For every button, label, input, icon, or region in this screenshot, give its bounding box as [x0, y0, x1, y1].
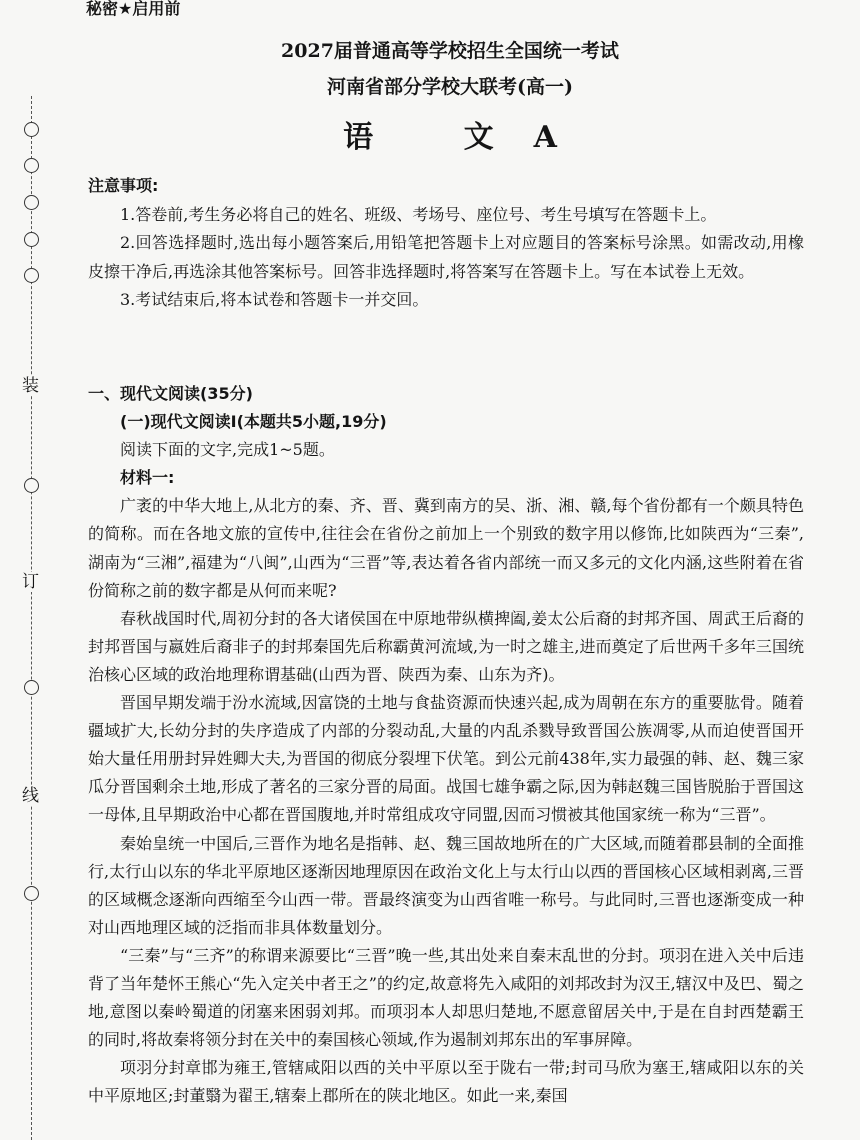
paragraph: 广袤的中华大地上,从北方的秦、齐、晋、冀到南方的吴、浙、湘、赣,每个省份都有一个颇具特色的简称。而在各地文旅的宣传中,往往会在省份之前加上一个别致的数字用以修饰,比如陕西为“三秦”,湖南为“三湘”,福建为“八闽”,山西为“三晋”等,表达着各省内部统一而又多元的文化内涵,这些附着在省份简称之前的数字都是从何而来呢? — [88, 496, 804, 600]
binding-line — [31, 96, 32, 1140]
material-label: 材料一: — [120, 468, 175, 488]
paragraph: 项羽分封章邯为雍王,管辖咸阳以西的关中平原以至于陇右一带;封司马欣为塞王,辖咸阳以东的关中平原地区;封董翳为翟王,辖秦上郡所在的陕北地区。如此一来,秦国 — [88, 1058, 804, 1106]
instruction: 阅读下面的文字,完成1~5题。 — [120, 440, 335, 460]
reading-section — [88, 380, 804, 1110]
binding-hole — [24, 158, 39, 173]
note-item-1: 1.答卷前,考生务必将自己的姓名、班级、考场号、座位号、考生号填写在答题卡上。 — [120, 204, 717, 224]
confidential-label: 秘密★启用前 — [86, 0, 181, 18]
section-heading: 一、现代文阅读(35分) — [88, 384, 253, 403]
paragraph: 晋国早期发端于汾水流域,因富饶的土地与食盐资源而快速兴起,成为周朝在东方的重要肱骨。随着疆域扩大,长幼分封的失序造成了内部的分裂动乱,大量的内乱杀戮导致晋国公族凋零,从而迫使晋国开始大量任用册封异姓卿大夫,为晋国的彻底分裂埋下伏笔。到公元前438年,实力最强的韩、赵、魏三家瓜分晋国剩余土地,形成了著名的三家分晋的局面。战国七雄争霸之际,因为韩赵魏三国皆脱胎于晋国这一母体,且早期政治中心都在晋国腹地,并时常组成攻守同盟,因而习惯被其他国家统一称为“三晋”。 — [88, 693, 804, 825]
note-item-3: 3.考试结束后,将本试卷和答题卡一并交回。 — [120, 290, 429, 309]
binding-hole — [24, 268, 39, 283]
paragraph: 秦始皇统一中国后,三晋作为地名是指韩、赵、魏三国故地所在的广大区域,而随着郡县制的全面推行,太行山以东的华北平原地区逐渐因地理原因在政治文化上与太行山以西的晋国核心区域相剥离,三晋的区域概念逐渐向西缩至今山西一带。晋最终演变为山西省唯一称号。与此同时,三晋也逐渐变成一种对山西地理区域的泛指而非具体数量划分。 — [88, 833, 804, 937]
exam-title: 2027届普通高等学校招生全国统一考试 — [281, 40, 619, 62]
sub-heading: (一)现代文阅读Ⅰ(本题共5小题,19分) — [120, 412, 387, 432]
notes-section — [88, 172, 804, 315]
binding-hole — [24, 232, 39, 247]
binding-mark-zhuang: 装 — [22, 376, 39, 396]
paragraph: “三秦”与“三齐”的称谓来源要比“三晋”晚一些,其出处来自秦末乱世的分封。项羽在进入关中后违背了当年楚怀王熊心“先入定关中者王之”的约定,故意将先入咸阳的刘邦改封为汉王,辖汉中及巴、蜀之地,意图以秦岭蜀道的闭塞来困弱刘邦。而项羽本人却思归楚地,不愿意留居关中,于是在自封西楚霸王的同时,将故秦将领分封在关中的秦国核心领域,作为遏制刘邦东出的军事屏障。 — [88, 945, 804, 1050]
paragraph: 春秋战国时代,周初分封的各大诸侯国在中原地带纵横捭阖,姜太公后裔的封邦齐国、周武王后裔的封邦晋国与嬴姓后裔非子的封邦秦国先后称霸黄河流域,为一时之雄主,进而奠定了后世两千多年三国统治核心区域的政治地理称谓基础(山西为晋、陕西为秦、山东为齐)。 — [88, 608, 804, 684]
binding-mark-ding: 订 — [22, 572, 39, 592]
binding-hole — [24, 886, 39, 901]
binding-hole — [24, 478, 39, 493]
exam-subtitle: 河南省部分学校大联考(高一) — [327, 76, 573, 98]
binding-hole — [24, 195, 39, 210]
notes-heading: 注意事项: — [88, 176, 159, 195]
binding-hole — [24, 680, 39, 695]
binding-mark-xian: 线 — [22, 786, 39, 806]
note-item-2: 2.回答选择题时,选出每小题答案后,用铅笔把答题卡上对应题目的答案标号涂黑。如需改动,用橡皮擦干净后,再选涂其他答案标号。回答非选择题时,将答案写在答题卡上。写在本试卷上无效。 — [88, 233, 804, 281]
subject-title: 语 文A — [343, 120, 597, 155]
